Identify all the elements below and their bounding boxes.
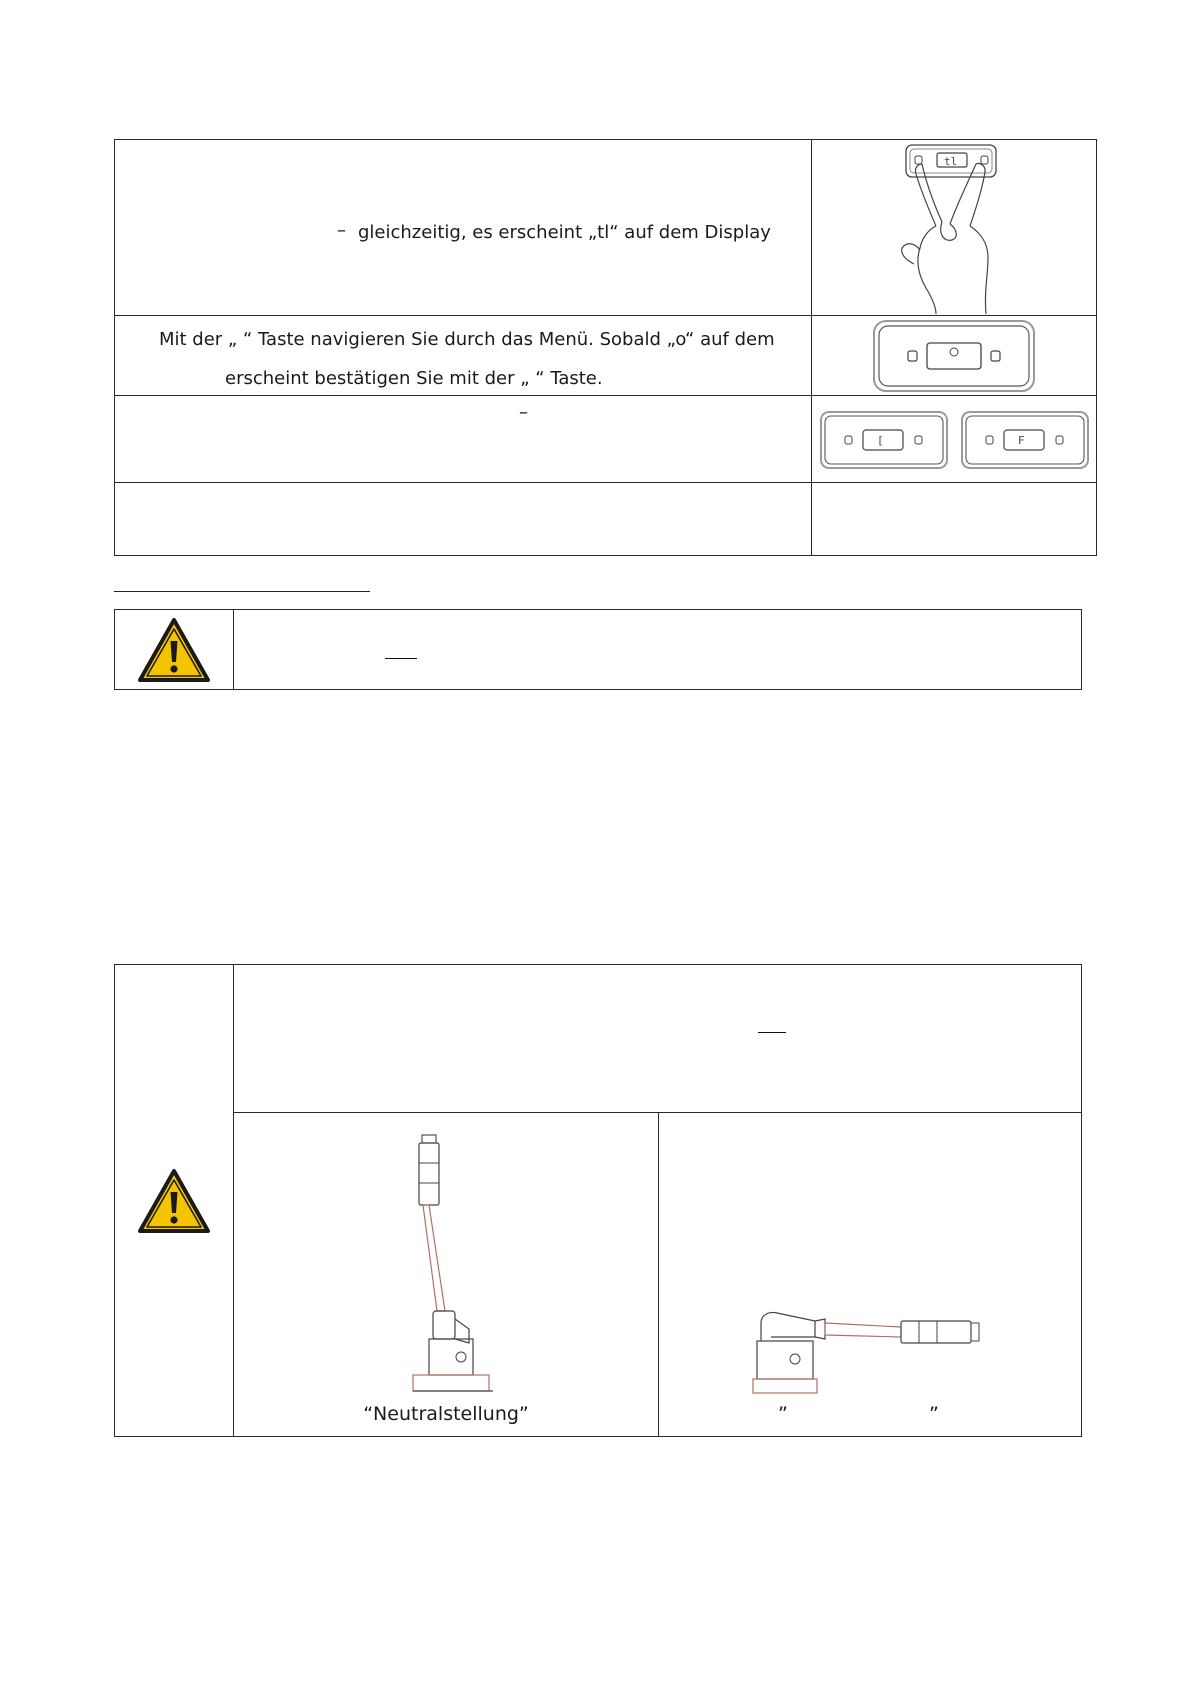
step-2-line-2: erscheint bestätigen Sie mit der „ “ Taste. — [225, 368, 603, 389]
svg-text:tl: tl — [944, 155, 958, 168]
step-3-dash: – — [519, 402, 528, 423]
step-3-text-cell — [115, 396, 812, 483]
control-panel-illustration — [872, 319, 1036, 393]
working-position-caption-open: ” — [778, 1403, 788, 1425]
step-4-text-cell — [115, 483, 812, 556]
control-panel-variant-b-illustration — [960, 410, 1090, 470]
control-panel-variant-a-illustration — [819, 410, 949, 470]
step-1-dash: – — [337, 220, 346, 241]
lever-warning-underline-mark — [758, 1032, 786, 1033]
working-position-cell — [659, 1113, 1082, 1437]
lever-warning-text-cell — [234, 965, 1082, 1113]
step-4-image-cell — [812, 483, 1097, 556]
neutral-position-caption: “Neutralstellung” — [363, 1403, 529, 1425]
section-underline — [114, 591, 370, 592]
steps-table — [114, 139, 1097, 556]
step-2-line-1: Mit der „ “ Taste navigieren Sie durch das Menü. Sobald „o“ auf dem — [159, 329, 775, 350]
neutral-position-cell — [234, 1113, 659, 1437]
working-position-caption-close: ” — [929, 1403, 939, 1425]
warning-triangle-icon — [137, 1168, 211, 1234]
warning-table — [114, 609, 1082, 690]
warning-icon-cell — [115, 610, 234, 690]
lever-warning-table — [114, 964, 1082, 1437]
lever-warning-icon-cell — [115, 965, 234, 1437]
warning-triangle-icon — [137, 617, 211, 683]
hand-pressing-buttons-illustration — [892, 142, 1002, 314]
step-1-image-cell — [812, 140, 1097, 316]
lever-horizontal-illustration — [751, 1303, 991, 1395]
warning-text-cell — [234, 610, 1082, 690]
step-1-text: gleichzeitig, es erscheint „tl“ auf dem Display — [358, 222, 771, 243]
lever-neutral-illustration — [409, 1133, 499, 1395]
step-3-image-cell — [812, 396, 1097, 483]
svg-text:[: [ — [877, 434, 884, 447]
svg-text:F: F — [1018, 434, 1025, 447]
step-2-image-cell — [812, 316, 1097, 396]
step-2-text-cell — [115, 316, 812, 396]
step-1-text-cell — [115, 140, 812, 316]
warning-underline-mark — [385, 658, 417, 659]
